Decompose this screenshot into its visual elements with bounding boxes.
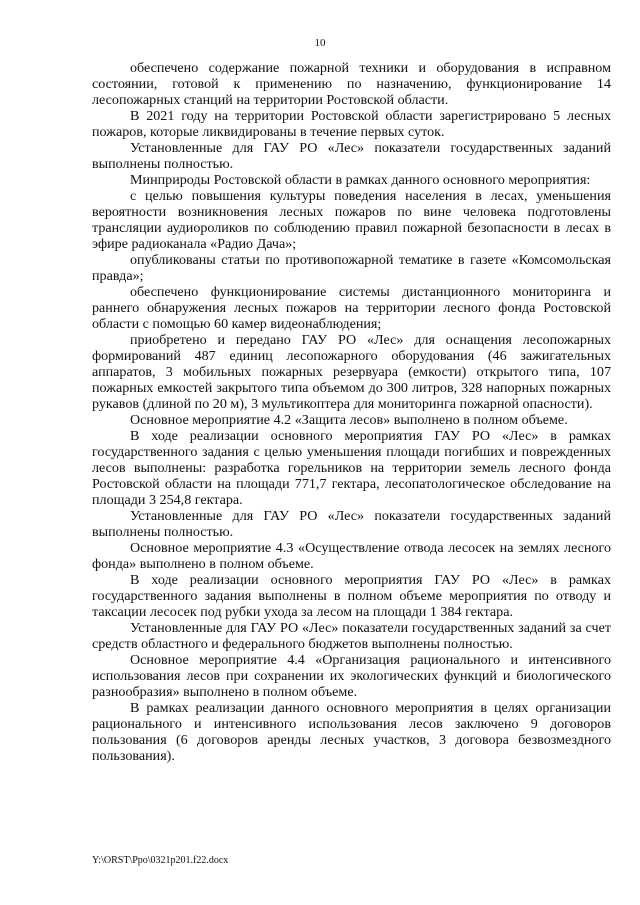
paragraph: В рамках реализации данного основного мероприятия в целях организации рационального и интенсивного использования лесов заключено 9 договоров пользования (6 договоров аренды лесных участков, 3 договора безвозмездного пользования). [92,700,611,764]
paragraph: Основное мероприятие 4.3 «Осуществление отвода лесосек на землях лесного фонда» выполнено в полном объеме. [92,540,611,572]
paragraph: Минприроды Ростовской области в рамках данного основного мероприятия: [130,172,591,188]
paragraph: В 2021 году на территории Ростовской области зарегистрировано 5 лесных пожаров, которые ликвидированы в течение первых суток. [92,108,611,140]
paragraph: Основное мероприятие 4.2 «Защита лесов» выполнено в полном объеме. [130,412,568,428]
file-path-footer: Y:\ORST\Ppo\0321p201.f22.docx [92,855,229,866]
paragraph: опубликованы статьи по противопожарной тематике в газете «Комсомольская правда»; [92,252,611,284]
paragraph: Установленные для ГАУ РО «Лес» показатели государственных заданий выполнены полностью. [92,508,611,540]
paragraph: Установленные для ГАУ РО «Лес» показатели государственных заданий выполнены полностью. [92,140,611,172]
paragraph: приобретено и передано ГАУ РО «Лес» для оснащения лесопожарных формирований 487 единиц лесопожарного оборудования (46 зажигательных аппаратов, 3 мобильных пожарных резервуара (емкости) открытого типа, 107 пожарных емкостей закрытого типа объемом до 300 литров, 328 напорных пожарных рукавов (длиной по 20 м), 3 мультикоптера для мониторинга пожарной опасности). [92,332,611,412]
paragraph: обеспечено функционирование системы дистанционного мониторинга и раннего обнаружения лесных пожаров на территории лесного фонда Ростовской области с помощью 60 камер видеонаблюдения; [92,284,611,332]
paragraph: Основное мероприятие 4.4 «Организация рационального и интенсивного использования лесов при сохранении их экологических функций и биологического разнообразия» выполнено в полном объеме. [92,652,611,700]
paragraph: В ходе реализации основного мероприятия ГАУ РО «Лес» в рамках государственного задания выполнены в полном объеме мероприятия по отводу и таксации лесосек под рубки ухода за лесом на площади 1 384 гектара. [92,572,611,620]
paragraph: с целью повышения культуры поведения населения в лесах, уменьшения вероятности возникновения лесных пожаров по вине человека подготовлены трансляции аудиороликов по соблюдению правил пожарной безопасности в лесах в эфире радиоканала «Радио Дача»; [92,188,611,252]
paragraph: В ходе реализации основного мероприятия ГАУ РО «Лес» в рамках государственного задания с целью уменьшения площади погибших и поврежденных лесов выполнены: разработка горельников на территории земель лесного фонда Ростовской области на площади 771,7 гектара, лесопатологическое обследование на площади 3 254,8 гектара. [92,428,611,508]
paragraph: обеспечено содержание пожарной техники и оборудования в исправном состоянии, готовой к применению по назначению, функционирование 14 лесопожарных станций на территории Ростовской области. [92,60,611,108]
body-text [92,60,611,764]
page-number: 10 [314,37,326,49]
paragraph: Установленные для ГАУ РО «Лес» показатели государственных заданий за счет средств областного и федерального бюджетов выполнены полностью. [92,620,611,652]
